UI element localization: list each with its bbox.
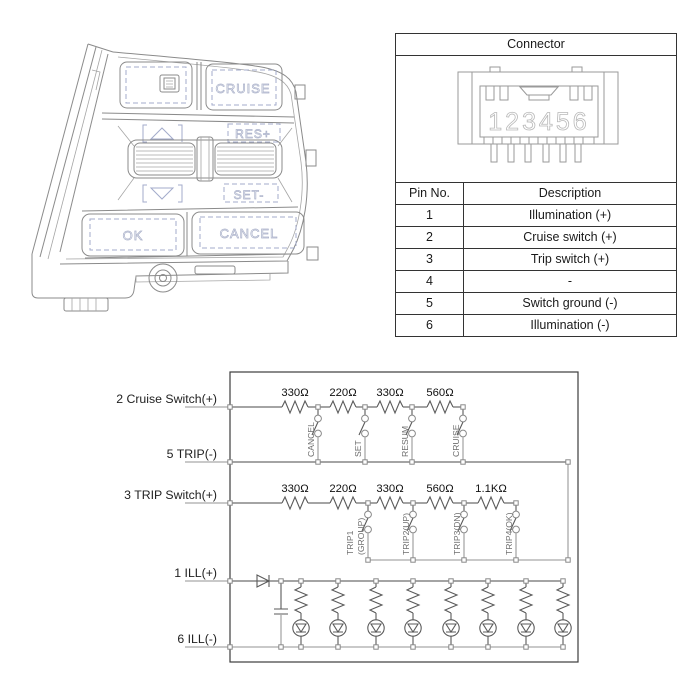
- middle-panel: [118, 124, 292, 202]
- body-outline: [32, 52, 318, 311]
- port-labels: [116, 392, 230, 647]
- res-plus-label: RES+: [235, 127, 271, 141]
- pin-table-header-row: [396, 183, 677, 205]
- table-row: [396, 249, 677, 271]
- top-button-row: [120, 62, 282, 110]
- led-branch: [518, 581, 534, 647]
- table-row: [396, 205, 677, 227]
- resistor-value: 560Ω: [426, 483, 454, 495]
- led-branch: [480, 581, 496, 647]
- pin-description: Illumination (+): [464, 205, 677, 227]
- resistor-value: 560Ω: [426, 387, 454, 399]
- pin-description: Cruise switch (+): [464, 227, 677, 249]
- cruise-switch-row: [228, 387, 467, 462]
- illumination-section: [228, 575, 571, 649]
- pin-description: Switch ground (-): [464, 293, 677, 315]
- pin-description: Illumination (-): [464, 315, 677, 337]
- pin-number: 2: [396, 227, 464, 249]
- trip-ground-bus: [228, 460, 570, 560]
- led-branch: [405, 581, 421, 647]
- resistor-value: 330Ω: [376, 483, 404, 495]
- connector-panel: [395, 33, 677, 337]
- table-row: [396, 293, 677, 315]
- pin-number: 3: [396, 249, 464, 271]
- switch-label: CRUISE: [451, 424, 461, 457]
- table-row: [396, 227, 677, 249]
- switch-label: TRIP4(OK): [504, 512, 514, 555]
- steering-switch-illustration: [30, 30, 360, 320]
- led-branch: [293, 581, 309, 647]
- ok-button-label: OK: [122, 228, 144, 243]
- set-minus-label: SET-: [233, 188, 265, 202]
- chevron-down-icon: [143, 185, 182, 202]
- stalk-outline: [32, 44, 113, 259]
- chevron-up-icon: [143, 125, 182, 142]
- capacitor: [274, 581, 288, 647]
- pin-description: Trip switch (+): [464, 249, 677, 271]
- port-cruise-switch: 2 Cruise Switch(+): [116, 392, 217, 406]
- pin-number: 1: [396, 205, 464, 227]
- connector-title-row: [396, 34, 677, 56]
- resistor-value: 330Ω: [281, 483, 309, 495]
- connector-title: Connector: [396, 34, 677, 56]
- screw-boss: [149, 264, 177, 292]
- cruise-button-label: CRUISE: [215, 81, 271, 96]
- pin-description: -: [464, 271, 677, 293]
- trip-switch-row: [228, 483, 570, 562]
- description-header: Description: [464, 183, 677, 205]
- table-row: [396, 271, 677, 293]
- switch-label: TRIP3(DN): [452, 512, 462, 555]
- port-trip-switch: 3 TRIP Switch(+): [124, 488, 217, 502]
- port-trip-ground: 5 TRIP(-): [166, 447, 217, 461]
- led-branch: [330, 581, 346, 647]
- display-icon: [160, 75, 179, 92]
- port-ill-minus: 6 ILL(-): [177, 632, 217, 646]
- connector-drawing: [396, 56, 676, 175]
- bottom-button-row: [82, 207, 304, 258]
- port-ill-plus: 1 ILL(+): [174, 566, 217, 580]
- separator-band: [102, 113, 294, 123]
- switch-label: (GROUP): [356, 517, 366, 555]
- resistor-value: 330Ω: [281, 387, 309, 399]
- pin-number: 5: [396, 293, 464, 315]
- cancel-button-label: CANCEL: [219, 226, 279, 241]
- resistor-value: 330Ω: [376, 387, 404, 399]
- resistor-value: 220Ω: [329, 483, 357, 495]
- switch-label: TRIP1: [345, 530, 355, 555]
- resistor-value: 220Ω: [329, 387, 357, 399]
- led-branch: [368, 581, 384, 647]
- switch-label: CANCEL: [306, 422, 316, 457]
- connector-image-row: [396, 56, 677, 183]
- switch-label: SET: [353, 440, 363, 457]
- resistor-value: 1.1KΩ: [475, 483, 507, 495]
- pin-no-header: Pin No.: [396, 183, 464, 205]
- table-row: [396, 315, 677, 337]
- circuit-schematic: [85, 360, 600, 675]
- pin-number: 4: [396, 271, 464, 293]
- pin-number: 6: [396, 315, 464, 337]
- connector-cavity-numbers: 123456: [488, 108, 590, 136]
- switch-label: TRIP2(UP): [401, 512, 411, 555]
- scroll-wheel: [128, 137, 282, 181]
- led-branch: [443, 581, 459, 647]
- led-branch: [555, 581, 571, 647]
- switch-label: RESUM: [400, 425, 410, 457]
